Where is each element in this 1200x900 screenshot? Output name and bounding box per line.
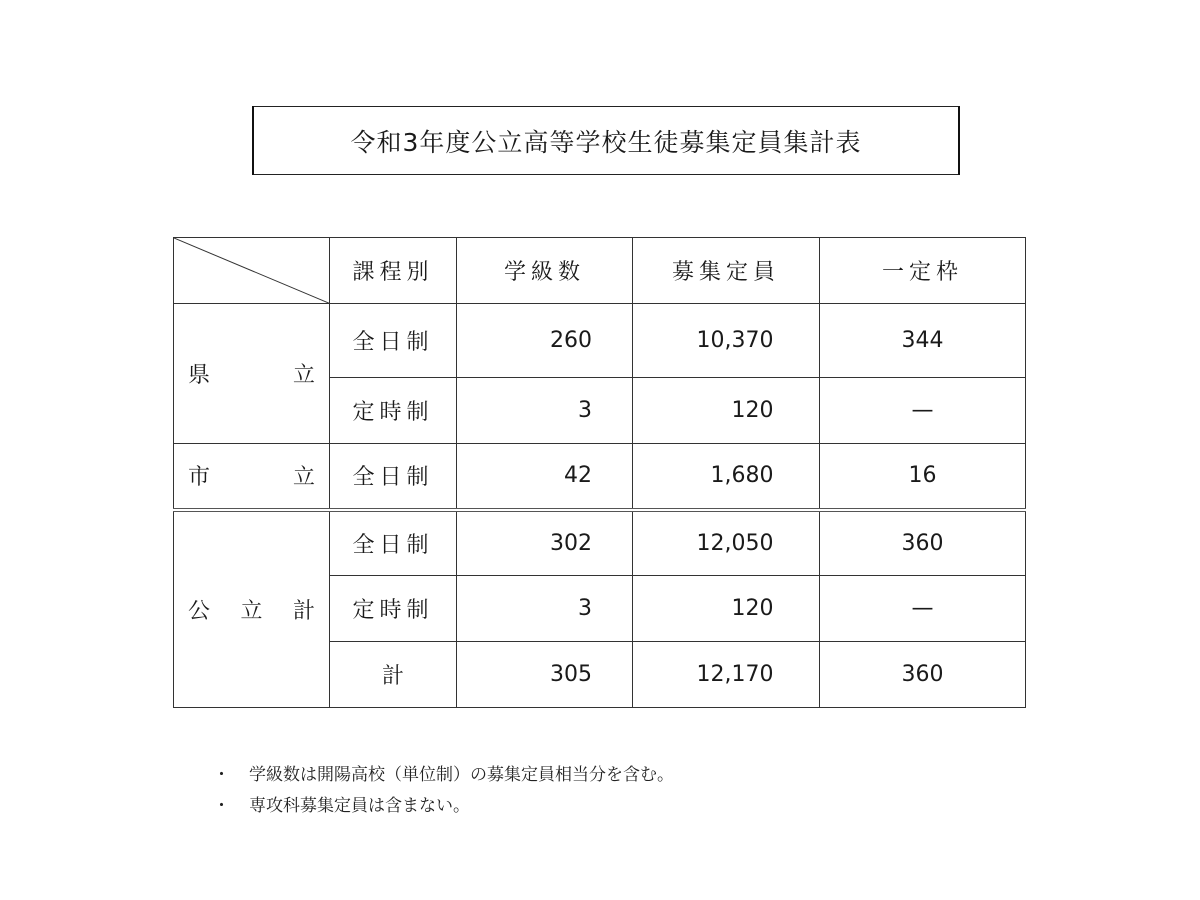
header-capacity: 募集定員 [633, 238, 820, 304]
bullet-icon: ・ [213, 765, 230, 785]
enrollment-summary-table [173, 237, 1026, 708]
footnote-text: 学級数は開陽高校（単位制）の募集定員相当分を含む。 [249, 765, 674, 785]
classes-cell: 3 [457, 378, 633, 444]
quota-cell: 360 [820, 510, 1026, 576]
quota-cell: 16 [820, 444, 1026, 510]
group-label-part: 立 [240, 598, 263, 624]
group-label-part: 計 [292, 598, 315, 624]
classes-cell: 305 [457, 642, 633, 708]
classes-cell: 42 [457, 444, 633, 510]
header-quota: 一定枠 [820, 238, 1026, 304]
group-label-public-total [174, 510, 330, 708]
quota-cell: 360 [820, 642, 1026, 708]
course-cell: 全日制 [330, 510, 457, 576]
group-label-part: 県 [188, 363, 211, 388]
footnotes [213, 760, 674, 822]
footnote-item [213, 791, 674, 822]
course-cell: 定時制 [330, 576, 457, 642]
group-label-part: 市 [188, 465, 211, 491]
capacity-cell: 12,170 [633, 642, 820, 708]
course-cell: 全日制 [330, 304, 457, 378]
diagonal-corner-cell [174, 238, 330, 304]
course-cell: 全日制 [330, 444, 457, 510]
table-row [174, 304, 1026, 378]
footnote-item [213, 760, 674, 791]
table-row [174, 510, 1026, 576]
capacity-cell: 12,050 [633, 510, 820, 576]
footnote-text: 専攻科募集定員は含まない。 [249, 796, 470, 816]
group-label-part: 立 [292, 363, 315, 388]
classes-cell: 3 [457, 576, 633, 642]
document-title: 令和3年度公立高等学校生徒募集定員集計表 [350, 127, 862, 157]
group-label-part: 公 [188, 598, 211, 624]
quota-cell: — [820, 576, 1026, 642]
bullet-icon: ・ [213, 796, 230, 816]
quota-cell: 344 [820, 304, 1026, 378]
group-label-part: 立 [292, 465, 315, 491]
group-label-prefectural [174, 304, 330, 444]
course-cell: 定時制 [330, 378, 457, 444]
table-header-row [174, 238, 1026, 304]
classes-cell: 302 [457, 510, 633, 576]
group-label-municipal [174, 444, 330, 510]
quota-cell: — [820, 378, 1026, 444]
document-title-box [252, 106, 960, 175]
course-cell: 計 [330, 642, 457, 708]
capacity-cell: 120 [633, 576, 820, 642]
header-course: 課程別 [330, 238, 457, 304]
diagonal-line-icon [174, 238, 331, 304]
capacity-cell: 10,370 [633, 304, 820, 378]
table-row [174, 444, 1026, 510]
classes-cell: 260 [457, 304, 633, 378]
header-classes: 学級数 [457, 238, 633, 304]
capacity-cell: 120 [633, 378, 820, 444]
capacity-cell: 1,680 [633, 444, 820, 510]
